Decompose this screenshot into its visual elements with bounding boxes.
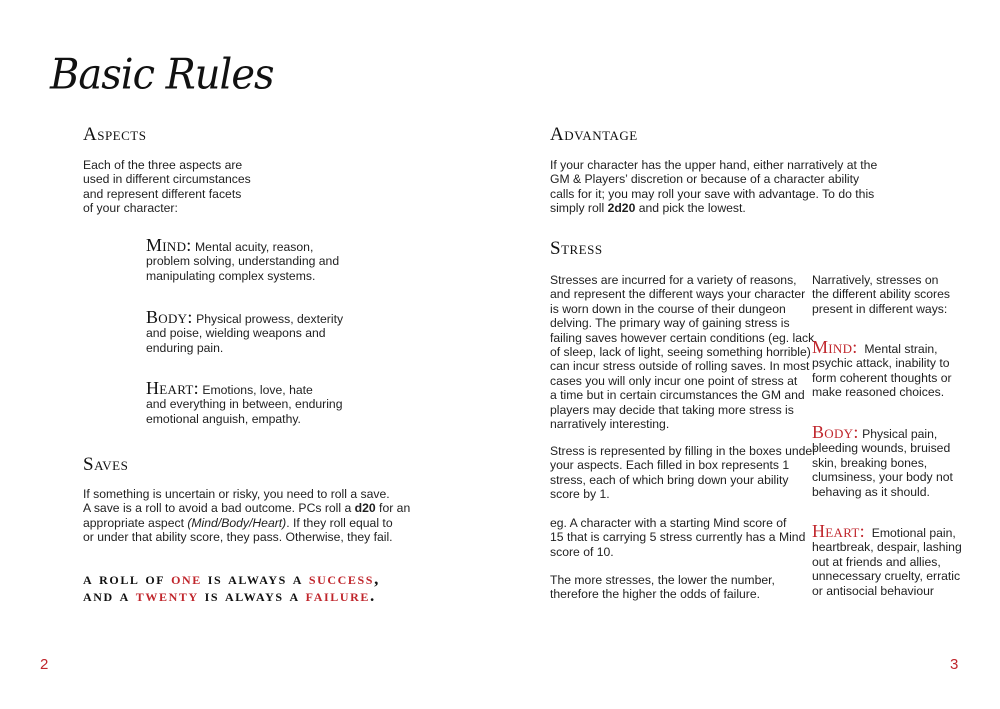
aspect-mind: Mind: Mental acuity, reason, problem solving, understanding and manipulating complex systems. xyxy=(146,235,340,283)
saves-callout: a roll of one is always a success, and a twenty is always a failure. xyxy=(83,569,380,605)
aspect-heart-label: Heart: xyxy=(146,378,199,398)
advantage-text: If your character has the upper hand, either narratively at the GM & Players’ discretion or because of a character ability calls for it; you may roll your save with advantage. To do this simply roll 2d20 and pick the lowest. xyxy=(550,158,878,216)
stress-heart-label: Heart: xyxy=(812,521,865,541)
page-number-right: 3 xyxy=(950,656,959,673)
stress-mind-label: Mind: xyxy=(812,337,858,357)
stress-example: eg. A character with a starting Mind score of 15 that is carrying 5 stress currently has a Mind score of 10. xyxy=(550,516,806,559)
stress-heading: Stress xyxy=(550,238,603,259)
saves-text: If something is uncertain or risky, you need to roll a save. A save is a roll to avoid a bad outcome. PCs roll a d20 for an appropriate aspect (Mind/Body/Heart). If they roll equal to or under that ability score, they pass. Otherwise, they fail. xyxy=(83,487,411,545)
page-number-left: 2 xyxy=(40,656,49,673)
advantage-heading: Advantage xyxy=(550,124,638,145)
aspect-body: Body: Physical prowess, dexterity and poise, wielding weapons and enduring pain. xyxy=(146,307,344,355)
stress-paragraph-1: Stresses are incurred for a variety of reasons, and represent the different ways your character is worn down in the course of their dungeon delving. The primary way of gaining stress is failing saves however certain conditions (eg. lack of sleep, lack of light, seeing something horrible) can incur stress outside of rolling saves. In most cases you will only incur one point of stress at a time but in certain circumstances the GM and players may decide that taking more stress is narratively interesting. xyxy=(550,273,815,432)
aspect-heart: Heart: Emotions, love, hate and everything in between, enduring emotional anguish, empathy. xyxy=(146,378,343,426)
stress-heart: Heart: Emotional pain, heartbreak, despair, lashing out at friends and allies, unnecessary cruelty, erratic or antisocial behaviour xyxy=(812,521,962,598)
stress-body-label: Body: xyxy=(812,422,859,442)
saves-heading: Saves xyxy=(83,454,129,475)
stress-mind: Mind: Mental strain, psychic attack, inability to form coherent thoughts or make reasoned choices. xyxy=(812,337,952,400)
page-title: Basic Rules xyxy=(50,50,274,100)
stress-body: Body: Physical pain, bleeding wounds, bruised skin, breaking bones, clumsiness, your body not behaving as it should. xyxy=(812,422,953,499)
stress-side-intro: Narratively, stresses on the different ability scores present in different ways: xyxy=(812,273,950,316)
stress-paragraph-4: The more stresses, the lower the number, therefore the higher the odds of failure. xyxy=(550,573,775,602)
stress-paragraph-2: Stress is represented by filling in the boxes under your aspects. Each filled in box represents 1 stress, each of which bring down your ability score by 1. xyxy=(550,444,817,502)
aspects-heading: Aspects xyxy=(83,124,147,145)
aspect-body-label: Body: xyxy=(146,307,193,327)
aspects-intro: Each of the three aspects are used in different circumstances and represent different facets of your character: xyxy=(83,158,251,216)
aspect-mind-label: Mind: xyxy=(146,235,192,255)
